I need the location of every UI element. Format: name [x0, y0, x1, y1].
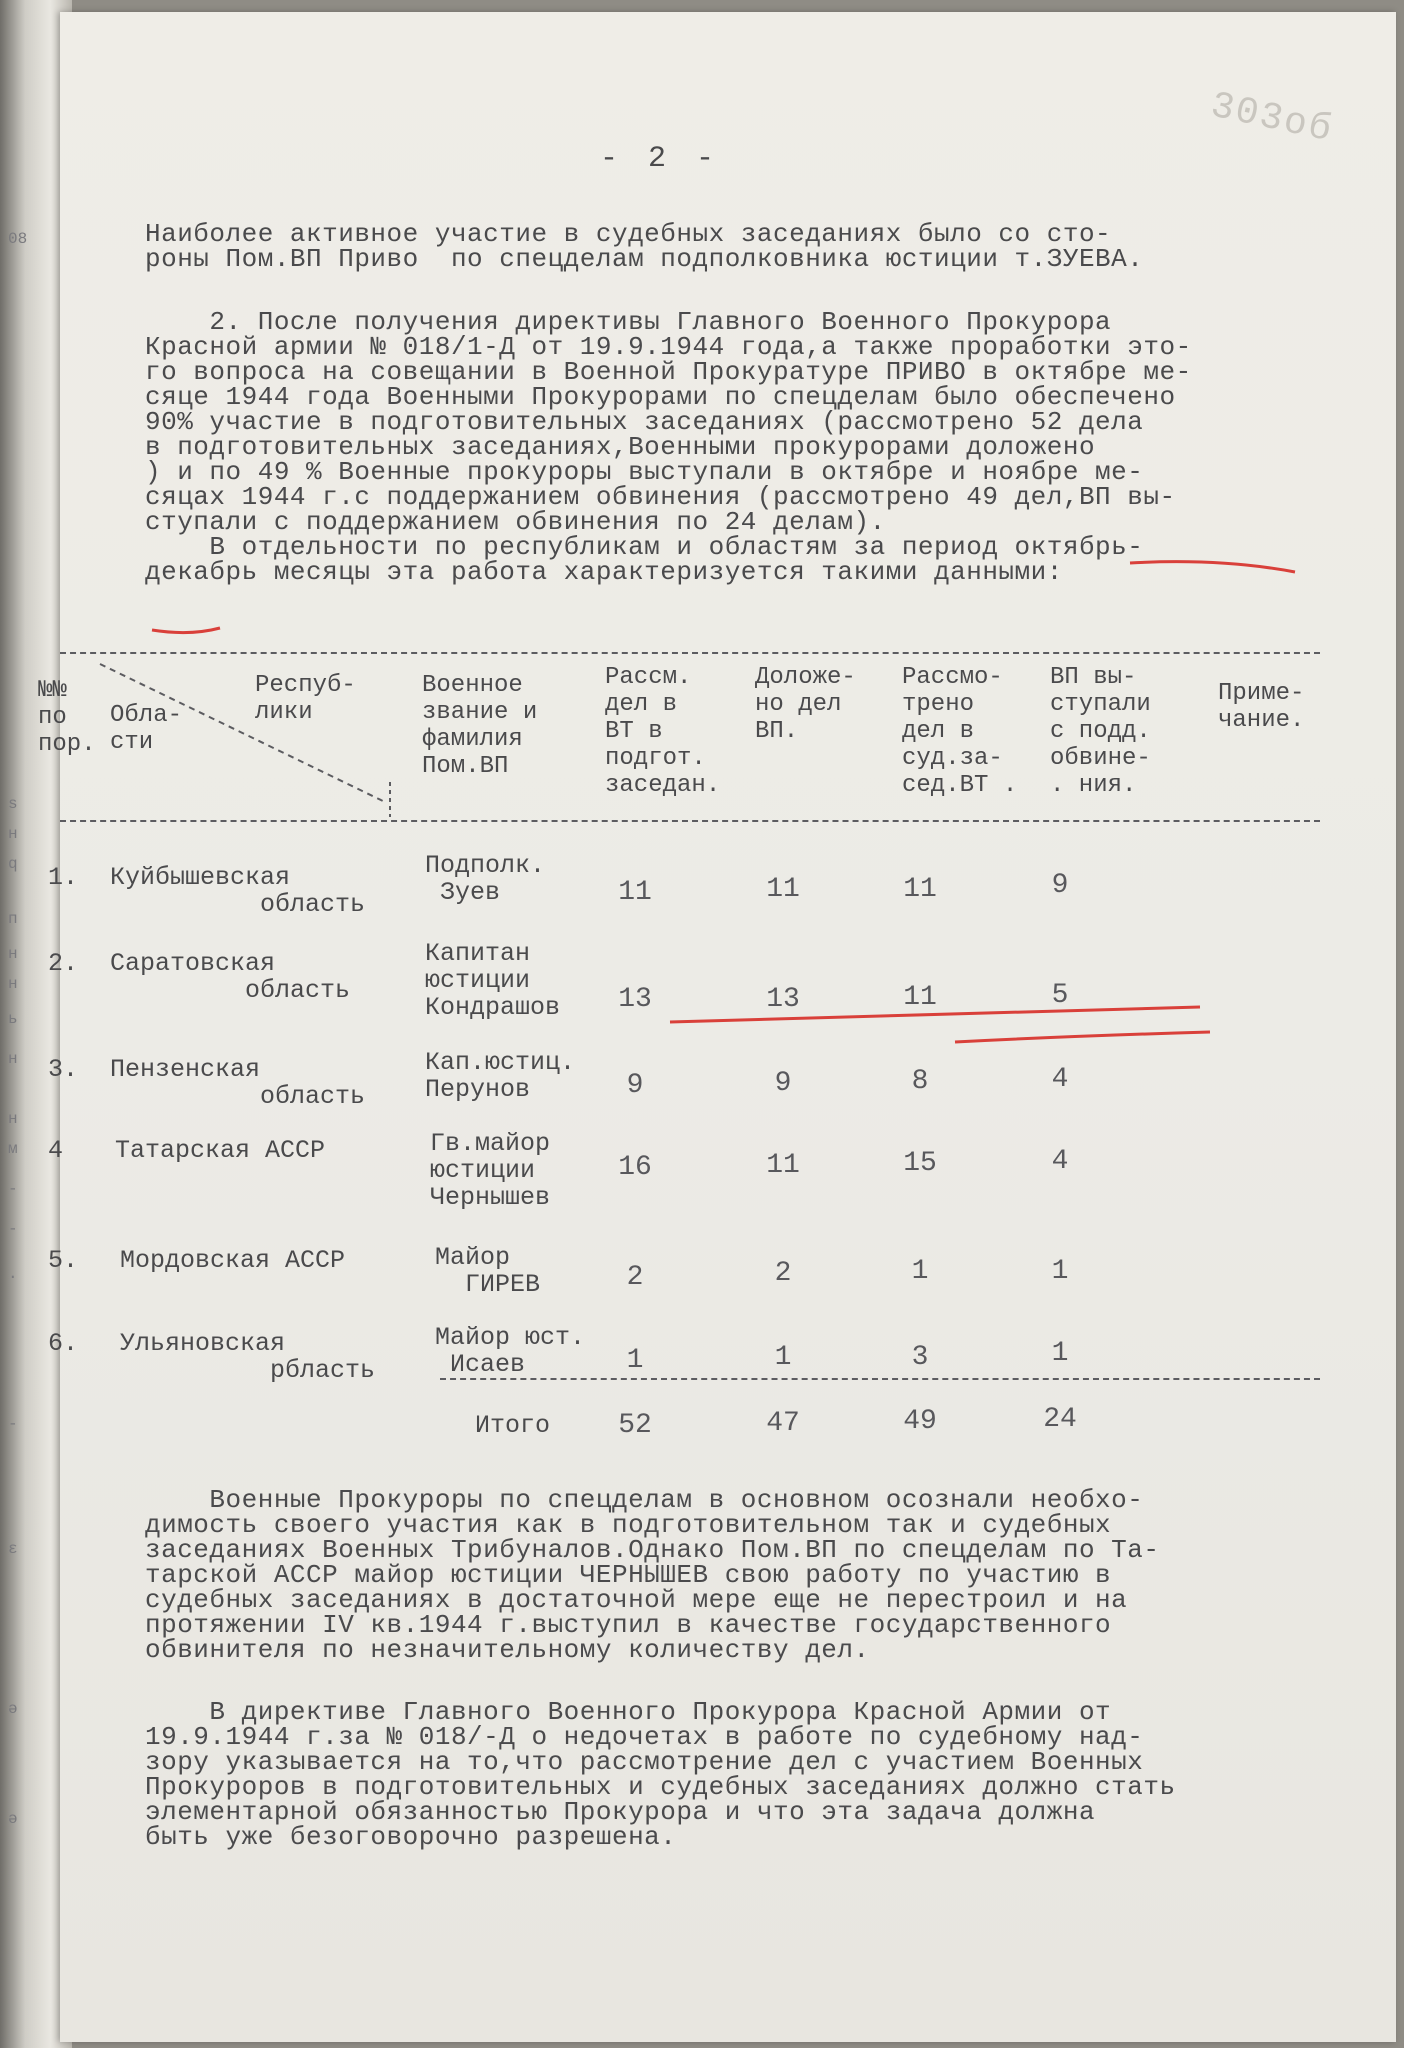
row-2-region: Саратовская область	[110, 949, 351, 1005]
row-5-prosecuted: 1	[1051, 1256, 1069, 1287]
row-6-reported: 1	[774, 1342, 792, 1373]
row-4-reported: 11	[766, 1150, 800, 1181]
paragraph-conclusion: В директиве Главного Военного Прокурора Красной Армии от 19.9.1944 г.за № 018/-Д о недочетах в работе по судебному над- зору указывается на то,что рассмотрение дел с участием Военных Прокуроров в подготовительных и судебных заседаниях должно стать элементарной обязанностью Прокурора и что эта задача должна быть уже безоговорочно разрешена.	[145, 1697, 1176, 1852]
header-note: Приме- чание.	[1218, 680, 1305, 734]
red-pencil-marks	[60, 12, 1396, 2042]
row-4-officer: Гв.майор юстиции Чернышев	[430, 1129, 551, 1212]
header-court: Рассмо- трено дел в суд.за- сед.ВТ .	[902, 664, 1018, 799]
total-reported: 47	[766, 1408, 800, 1439]
row-1-region: Куйбышевская область	[110, 863, 366, 919]
header-num: №№ по пор.	[38, 677, 96, 758]
row-3-officer: Кап.юстиц. Перунов	[425, 1048, 576, 1104]
row-1-prep: 11	[618, 877, 652, 908]
row-3-region: Пензенская область	[110, 1055, 366, 1111]
total-prosecuted: 24	[1043, 1404, 1077, 1435]
row-5-reported: 2	[774, 1258, 792, 1289]
row-3-prosecuted: 4	[1051, 1064, 1069, 1095]
paragraph-intro: Наиболее активное участие в судебных заседаниях было со сто- роны Пом.ВП Приво по спецделам подполковника юстиции т.ЗУЕВА.	[145, 219, 1144, 274]
row-3-reported: 9	[774, 1068, 792, 1099]
row-5-court: 1	[911, 1256, 929, 1287]
row-3-num: 3.	[48, 1055, 79, 1084]
row-6-court: 3	[911, 1342, 929, 1373]
page-number: - 2 -	[600, 142, 721, 176]
header-reported: Доложе- но дел ВП.	[755, 664, 856, 745]
row-2-officer: Капитан юстиции Кондрашов	[425, 939, 561, 1022]
row-5-officer: Майор ГИРЕВ	[435, 1243, 541, 1299]
document-page	[38, 12, 1396, 2042]
row-1-num: 1.	[48, 863, 79, 892]
row-1-reported: 11	[766, 874, 800, 905]
row-4-num: 4	[48, 1136, 64, 1165]
header-prosecuted: ВП вы- ступали с подд. обвине- . ния.	[1050, 664, 1151, 799]
row-2-num: 2.	[48, 949, 79, 978]
row-2-prep: 13	[618, 984, 652, 1015]
row-5-num: 5.	[48, 1246, 79, 1275]
header-officer: Военное звание и фамилия Пом.ВП	[422, 672, 538, 780]
row-2-court: 11	[903, 982, 937, 1013]
archive-stamp: 303об	[1206, 84, 1338, 153]
row-3-prep: 9	[626, 1070, 644, 1101]
row-2-reported: 13	[766, 984, 800, 1015]
row-6-prosecuted: 1	[1051, 1338, 1069, 1369]
row-3-court: 8	[911, 1066, 929, 1097]
paragraph-assessment: Военные Прокуроры по спецделам в основном осознали необхо- димость своего участия как в подготовительном так и судебных заседаниях Военных Трибуналов.Однако Пом.ВП по спецделам по Та- тарской АССР майор юстиции ЧЕРНЫШЕВ свою работу по участию в судебных заседаниях в достаточной мере еще не перестроил и на протяжении IV кв.1944 г.выступил в качестве государственного обвинителя по незначительному количеству дел.	[145, 1485, 1160, 1665]
row-1-prosecuted: 9	[1051, 870, 1069, 901]
total-court: 49	[903, 1406, 937, 1437]
row-2-prosecuted: 5	[1051, 980, 1069, 1011]
paragraph-directive: 2. После получения директивы Главного Военного Прокурора Красной армии № 018/1-Д от 19.9.1944 года,а также проработки это- го вопроса на совещании в Военной Прокуратуре ПРИВО в октябре ме- сяце 1944 года Военными Прокурорами по спецделам было обеспечено 90% участие в подготовительных заседаниях (рассмотрено 52 дела в подготовительных заседаниях,Военными прокурорами доложено ) и по 49 % Военные прокуроры выступали в октябре и ноябре ме- сяцах 1944 г.с поддержанием обвинения (рассмотрено 49 дел,ВП вы- ступали с поддержанием обвинения по 24 делам). В отдельности по республикам и областям за период октябрь- декабрь месяцы эта работа характеризуется такими данными:	[145, 307, 1192, 587]
row-4-prosecuted: 4	[1051, 1146, 1069, 1177]
previous-page-edge: 08 s н q п н н ь н н м - - . - ε ə ə	[8, 230, 28, 1828]
row-6-region: Ульяновская рбласть	[120, 1329, 376, 1385]
row-6-officer: Майор юст. Исаев	[435, 1323, 586, 1379]
row-6-num: 6.	[48, 1329, 79, 1358]
row-4-region: Татарская АССР	[115, 1136, 326, 1165]
header-prep: Рассм. дел в ВТ в подгот. заседан.	[605, 664, 721, 799]
row-1-court: 11	[903, 874, 937, 905]
total-label: Итого	[475, 1411, 551, 1440]
header-region: Обла- сти	[110, 702, 183, 756]
row-1-officer: Подполк. Зуев	[425, 851, 546, 907]
row-5-prep: 2	[626, 1262, 644, 1293]
total-prep: 52	[618, 1410, 652, 1441]
row-4-prep: 16	[618, 1152, 652, 1183]
header-republic: Респуб- лики	[255, 672, 356, 726]
row-4-court: 15	[903, 1148, 937, 1179]
row-5-region: Мордовская АССР	[120, 1246, 346, 1275]
row-6-prep: 1	[626, 1345, 644, 1376]
